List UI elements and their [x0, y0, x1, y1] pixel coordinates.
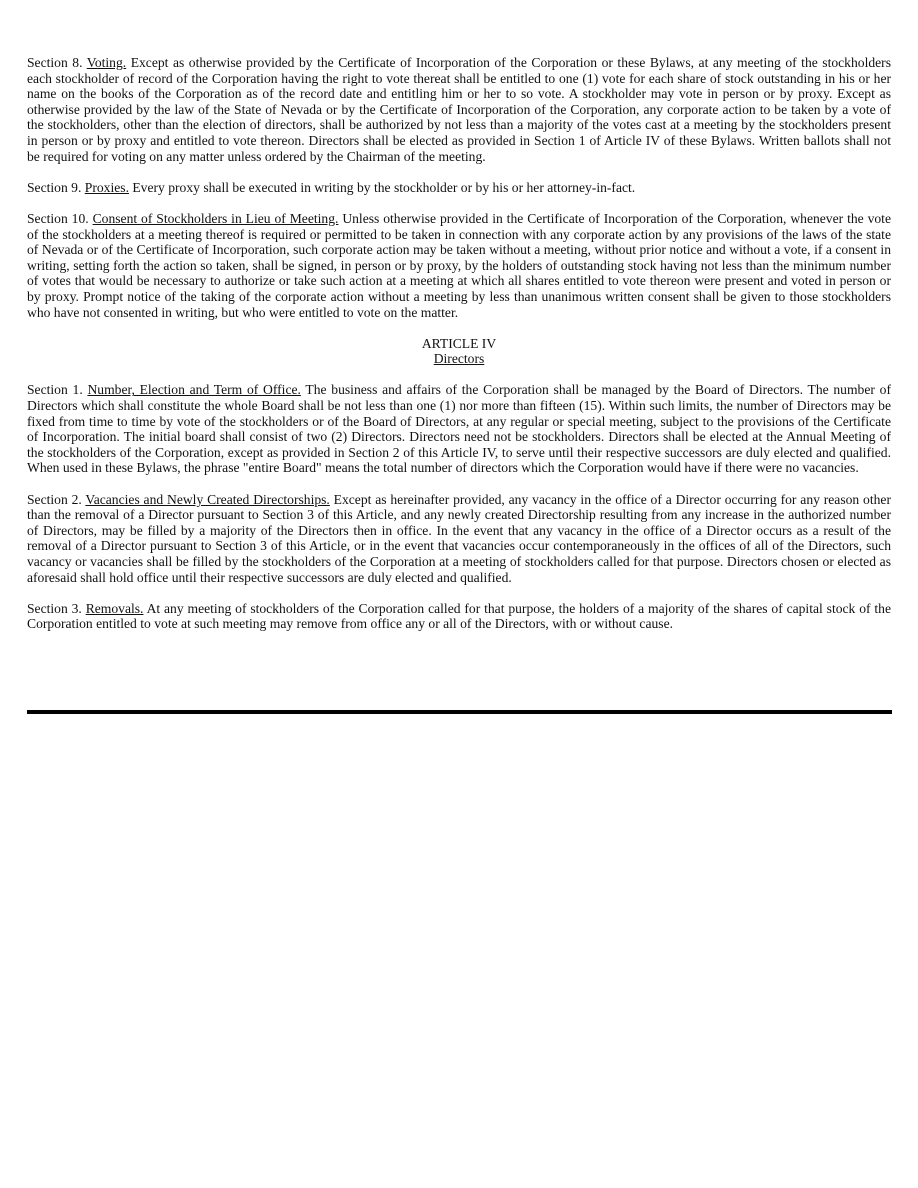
- article-heading: [27, 336, 891, 367]
- section-body: At any meeting of stockholders of the Corporation called for that purpose, the holders of a majority of the shares of capital stock of the Corporation entitled to vote at such meeting may remove from office any or all of the Directors, with or without cause.: [27, 600, 891, 632]
- section-heading: Consent of Stockholders in Lieu of Meeting.: [92, 210, 339, 226]
- section-label: Section 2.: [27, 491, 86, 507]
- section-heading: Removals.: [85, 600, 144, 616]
- section-label: Section 10.: [27, 210, 93, 226]
- section-heading: Vacancies and Newly Created Directorships.: [85, 491, 330, 507]
- section-label: Section 3.: [27, 600, 86, 616]
- section-body: Except as otherwise provided by the Certificate of Incorporation of the Corporation or these Bylaws, at any meeting of the stockholders each stockholder of record of the Corporation having the right to vote thereat shall be entitled to one (1) vote for each share of stock outstanding in his or her name on the books of the Corporation as of the record date and entitling him or her to so vote. A stockholder may vote in person or by proxy. Except as otherwise provided by the law of the State of Nevada or by the Certificate of Incorporation of the Corporation, any corporate action to be taken by a vote of the stockholders, other than the election of directors, shall be authorized by not less than a majority of the votes cast at a meeting by the stockholders present in person or by proxy and entitled to vote thereon. Directors shall be elected as provided in Section 1 of Article IV of these Bylaws. Written ballots shall not be required for voting on any matter unless ordered by the Chairman of the meeting.: [27, 55, 891, 164]
- section-10-consent: [27, 211, 891, 320]
- section-body: Unless otherwise provided in the Certificate of Incorporation of the Corporation, whenever the vote of the stockholders at a meeting thereof is required or permitted to be taken in connection with any corporate action by any provisions of the laws of the state of Nevada or of the Certificate of Incorporation, such corporate action may be taken without a meeting, without prior notice and without a vote, if a consent in writing, setting forth the action so taken, shall be signed, in person or by proxy, by the holders of outstanding stock having not less than the minimum number of votes that would be necessary to authorize or take such action at a meeting at which all shares entitled to vote thereon were present and voted in person or by proxy. Prompt notice of the taking of the corporate action without a meeting by less than unanimous written consent shall be given to those stockholders who have not consented in writing, but who were entitled to vote on the matter.: [27, 210, 891, 320]
- section-body: The business and affairs of the Corporation shall be managed by the Board of Directors. The number of Directors which shall constitute the whole Board shall be not less than one (1) nor more than fifteen (15). Within such limits, the number of Directors may be fixed from time to time by vote of the stockholders or of the Board of Directors, at any regular or special meeting, subject to the provisions of the Certificate of Incorporation. The initial board shall consist of two (2) Directors. Directors need not be stockholders. Directors shall be elected at the Annual Meeting of the stockholders of the Corporation, except as provided in Section 2 of this Article IV, to serve until their respective successors are duly elected and qualified. When used in these Bylaws, the phrase "entire Board" means the total number of directors which the Corporation would have if there were no vacancies.: [27, 382, 891, 476]
- section-label: Section 9.: [27, 179, 85, 195]
- document-page: [27, 55, 891, 648]
- section-label: Section 1.: [27, 382, 88, 398]
- section-1-number-election: [27, 382, 891, 476]
- section-heading: Proxies.: [84, 179, 129, 195]
- article-subtitle: Directors: [433, 351, 485, 367]
- section-8-voting: [27, 55, 891, 164]
- page-footer-rule: [27, 710, 892, 714]
- section-heading: Number, Election and Term of Office.: [87, 382, 301, 398]
- section-2-vacancies: [27, 492, 891, 586]
- section-body: Except as hereinafter provided, any vacancy in the office of a Director occurring for any reason other than the removal of a Director pursuant to Section 3 of this Article, and any newly created Directorship resulting from any increase in the authorized number of Directors, may be filled by a majority of the Directors then in office. In the event that any vacancy in the office of a Director occurs as a result of the removal of a Director pursuant to Section 3 of this Article, or in the event that vacancies occur contemporaneously in the offices of all of the Directors, such vacancy or vacancies shall be filled by the stockholders of the Corporation at a meeting of stockholders called for that purpose. Directors chosen or elected as aforesaid shall hold office until their respective successors are duly elected and qualified.: [27, 491, 891, 585]
- section-label: Section 8.: [27, 55, 87, 70]
- section-heading: Voting.: [86, 55, 127, 70]
- section-3-removals: [27, 601, 891, 632]
- section-body: Every proxy shall be executed in writing by the stockholder or by his or her attorney-in-fact.: [128, 179, 636, 195]
- article-title: ARTICLE IV: [421, 335, 497, 351]
- section-9-proxies: [27, 180, 891, 196]
